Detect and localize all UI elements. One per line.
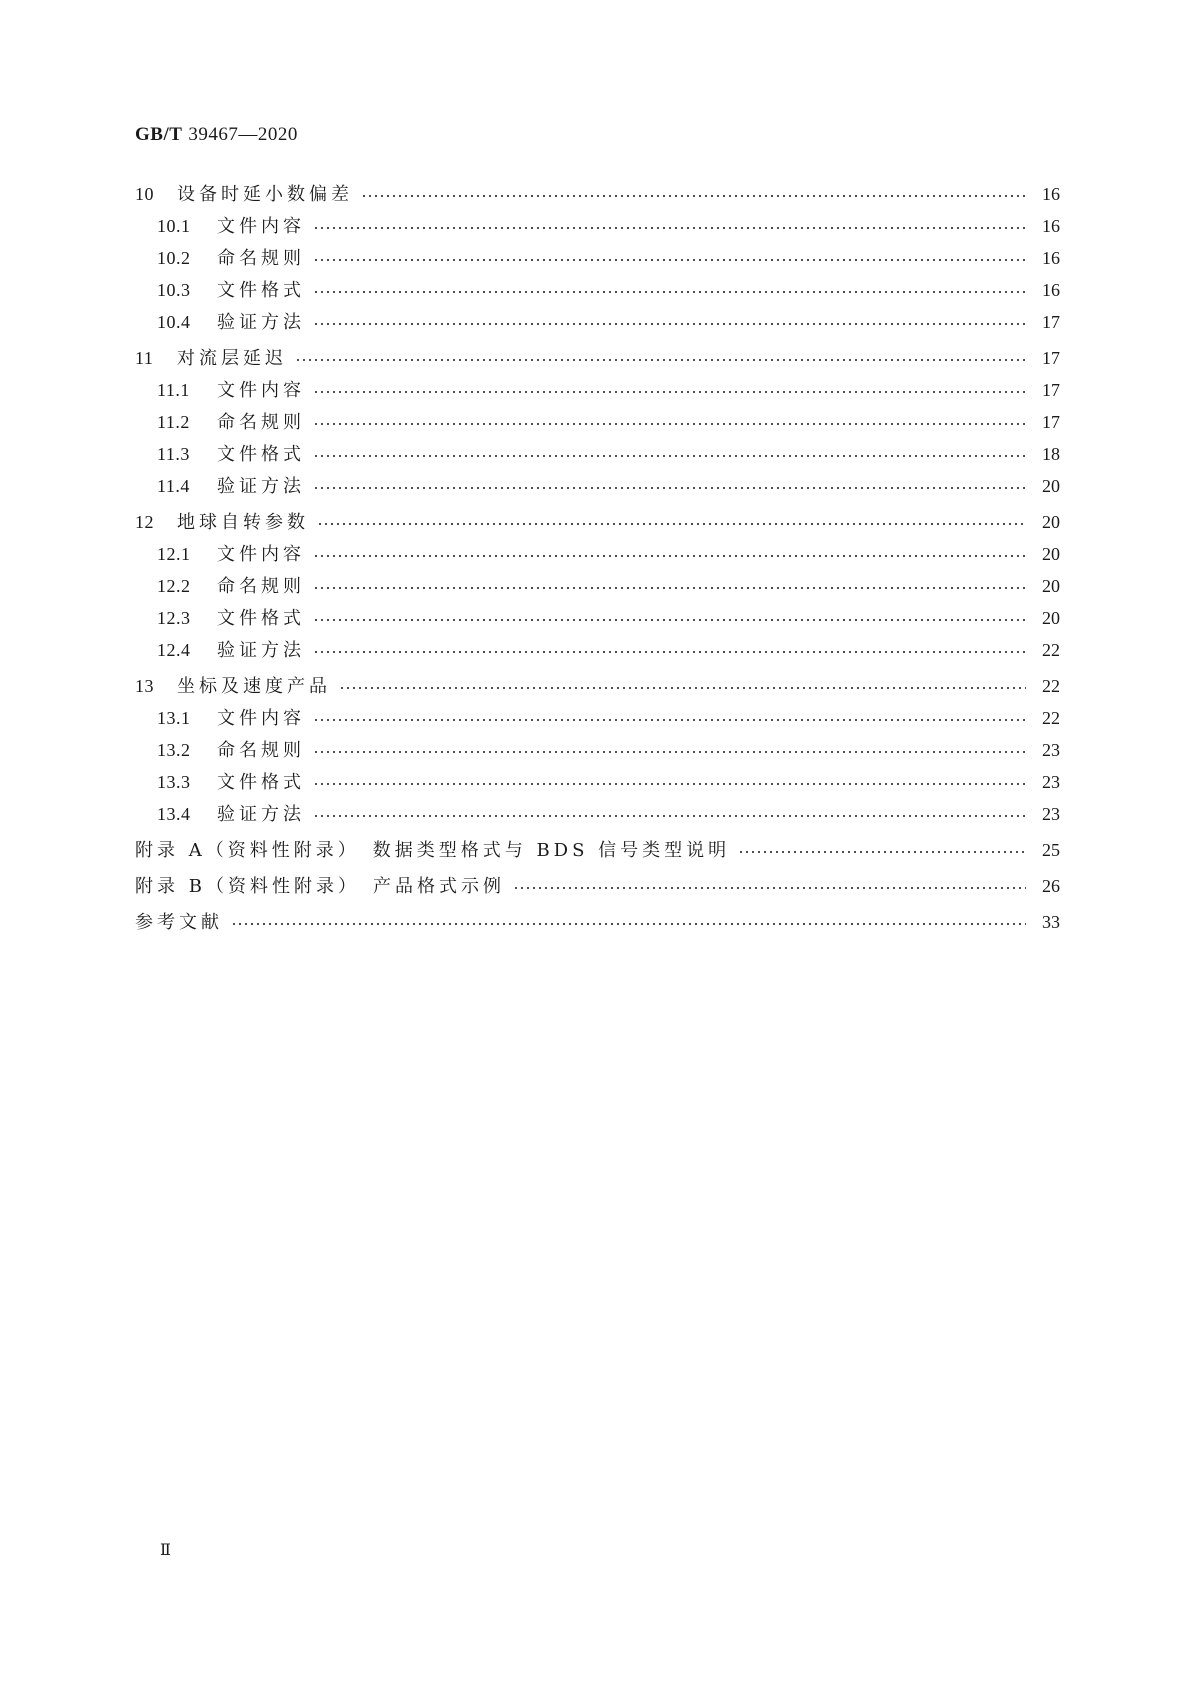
- toc-entry-title: 验证方法: [217, 804, 305, 825]
- toc-entry[interactable]: [135, 702, 1060, 734]
- toc-dot-leader: [313, 455, 1026, 457]
- toc-dot-leader: [313, 719, 1026, 721]
- toc-entry-number: 12.4: [157, 640, 191, 660]
- document-header: [135, 124, 298, 146]
- toc-entry-page: 17: [1042, 380, 1060, 400]
- toc-entry-number: 13.2: [157, 740, 191, 760]
- toc-entry[interactable]: [135, 834, 1060, 866]
- toc-entry[interactable]: [135, 798, 1060, 830]
- toc-entry[interactable]: [135, 274, 1060, 306]
- toc-entry[interactable]: [135, 506, 1060, 538]
- toc-dot-leader: [313, 487, 1026, 489]
- toc-entry-title: 参考文献: [135, 912, 223, 933]
- toc-entry-number: 11.1: [157, 380, 190, 400]
- toc-entry-number: 10.1: [157, 216, 191, 236]
- toc-entry-title: 验证方法: [217, 476, 305, 497]
- toc-entry-number: 11.3: [157, 444, 190, 464]
- toc-dot-leader: [313, 587, 1026, 589]
- toc-entry-title: 文件内容: [217, 544, 305, 565]
- toc-dot-leader: [313, 259, 1026, 261]
- toc-entry[interactable]: [135, 438, 1060, 470]
- toc-entry[interactable]: [135, 570, 1060, 602]
- toc-entry-page: 20: [1042, 576, 1060, 596]
- toc-entry-page: 22: [1042, 708, 1060, 728]
- toc-entry-number: 10.2: [157, 248, 191, 268]
- toc-entry[interactable]: [135, 870, 1060, 902]
- toc-entry-title: 文件格式: [217, 608, 305, 629]
- toc-entry[interactable]: [135, 306, 1060, 338]
- toc-entry-title: 文件内容: [217, 380, 305, 401]
- toc-dot-leader: [738, 851, 1026, 853]
- toc-entry-page: 33: [1042, 912, 1060, 932]
- toc-entry-page: 20: [1042, 544, 1060, 564]
- toc-dot-leader: [339, 687, 1026, 689]
- toc-entry-number: 13.4: [157, 804, 191, 824]
- toc-entry[interactable]: [135, 342, 1060, 374]
- toc-entry[interactable]: [135, 906, 1060, 938]
- toc-entry-title: 坐标及速度产品: [177, 676, 331, 697]
- toc-entry-page: 16: [1042, 216, 1060, 236]
- toc-entry-number: 13.1: [157, 708, 191, 728]
- toc-entry-page: 23: [1042, 740, 1060, 760]
- toc-entry[interactable]: [135, 634, 1060, 666]
- toc-entry-number: 12: [135, 512, 154, 532]
- toc-dot-leader: [313, 227, 1026, 229]
- toc-entry[interactable]: [135, 178, 1060, 210]
- toc-dot-leader: [361, 195, 1026, 197]
- toc-entry-page: 23: [1042, 804, 1060, 824]
- toc-entry-title: 文件格式: [217, 280, 305, 301]
- toc-dot-leader: [231, 923, 1026, 925]
- toc-entry-page: 16: [1042, 280, 1060, 300]
- standard-number: 39467—2020: [188, 124, 298, 145]
- toc-entry-title: 地球自转参数: [177, 512, 309, 533]
- toc-entry-page: 18: [1042, 444, 1060, 464]
- toc-entry-title: 附录 B（资料性附录） 产品格式示例: [135, 876, 505, 897]
- toc-entry[interactable]: [135, 538, 1060, 570]
- toc-entry-title: 文件内容: [217, 708, 305, 729]
- toc-entry[interactable]: [135, 734, 1060, 766]
- toc-entry-number: 13: [135, 676, 154, 696]
- toc-entry-page: 16: [1042, 248, 1060, 268]
- toc-entry-page: 17: [1042, 348, 1060, 368]
- toc-dot-leader: [295, 359, 1026, 361]
- toc-entry[interactable]: [135, 242, 1060, 274]
- toc-entry-page: 22: [1042, 640, 1060, 660]
- toc-entry-page: 20: [1042, 512, 1060, 532]
- toc-dot-leader: [313, 555, 1026, 557]
- toc-entry-number: 11.2: [157, 412, 190, 432]
- page-number: Ⅱ: [160, 1542, 171, 1559]
- toc-dot-leader: [313, 291, 1026, 293]
- toc-entry-page: 17: [1042, 412, 1060, 432]
- toc-entry-page: 20: [1042, 476, 1060, 496]
- toc-entry-number: 12.3: [157, 608, 191, 628]
- toc-entry-page: 20: [1042, 608, 1060, 628]
- toc-entry-number: 12.1: [157, 544, 191, 564]
- toc-entry-title: 设备时延小数偏差: [177, 184, 353, 205]
- toc-entry-number: 11.4: [157, 476, 190, 496]
- toc-entry[interactable]: [135, 374, 1060, 406]
- toc-entry-title: 文件内容: [217, 216, 305, 237]
- toc-entry-title: 对流层延迟: [177, 348, 287, 369]
- toc-entry-number: 10: [135, 184, 154, 204]
- toc-dot-leader: [313, 391, 1026, 393]
- toc-entry[interactable]: [135, 670, 1060, 702]
- toc-entry[interactable]: [135, 766, 1060, 798]
- toc-entry-number: 12.2: [157, 576, 191, 596]
- toc-entry-page: 17: [1042, 312, 1060, 332]
- toc-entry-title: 命名规则: [217, 740, 305, 761]
- toc-entry[interactable]: [135, 210, 1060, 242]
- table-of-contents: [135, 178, 1060, 938]
- toc-entry-page: 22: [1042, 676, 1060, 696]
- toc-entry-number: 10.3: [157, 280, 191, 300]
- toc-entry-title: 附录 A（资料性附录） 数据类型格式与 BDS 信号类型说明: [135, 840, 731, 861]
- toc-dot-leader: [313, 619, 1026, 621]
- toc-entry-title: 验证方法: [217, 312, 305, 333]
- toc-entry-title: 命名规则: [217, 576, 305, 597]
- toc-entry-number: 13.3: [157, 772, 191, 792]
- toc-entry-title: 验证方法: [217, 640, 305, 661]
- toc-entry[interactable]: [135, 602, 1060, 634]
- toc-dot-leader: [313, 323, 1026, 325]
- toc-entry[interactable]: [135, 406, 1060, 438]
- toc-entry-page: 25: [1042, 840, 1060, 860]
- toc-dot-leader: [513, 887, 1026, 889]
- toc-entry-title: 文件格式: [217, 444, 305, 465]
- toc-dot-leader: [313, 751, 1026, 753]
- toc-dot-leader: [317, 523, 1026, 525]
- toc-dot-leader: [313, 651, 1026, 653]
- toc-entry-page: 23: [1042, 772, 1060, 792]
- toc-dot-leader: [313, 423, 1026, 425]
- toc-entry-title: 文件格式: [217, 772, 305, 793]
- toc-entry-number: 11: [135, 348, 154, 368]
- toc-entry[interactable]: [135, 470, 1060, 502]
- toc-dot-leader: [313, 783, 1026, 785]
- toc-entry-page: 16: [1042, 184, 1060, 204]
- toc-entry-title: 命名规则: [217, 412, 305, 433]
- toc-entry-number: 10.4: [157, 312, 191, 332]
- standard-code: GB/T: [135, 124, 183, 145]
- toc-entry-page: 26: [1042, 876, 1060, 896]
- toc-dot-leader: [313, 815, 1026, 817]
- toc-entry-title: 命名规则: [217, 248, 305, 269]
